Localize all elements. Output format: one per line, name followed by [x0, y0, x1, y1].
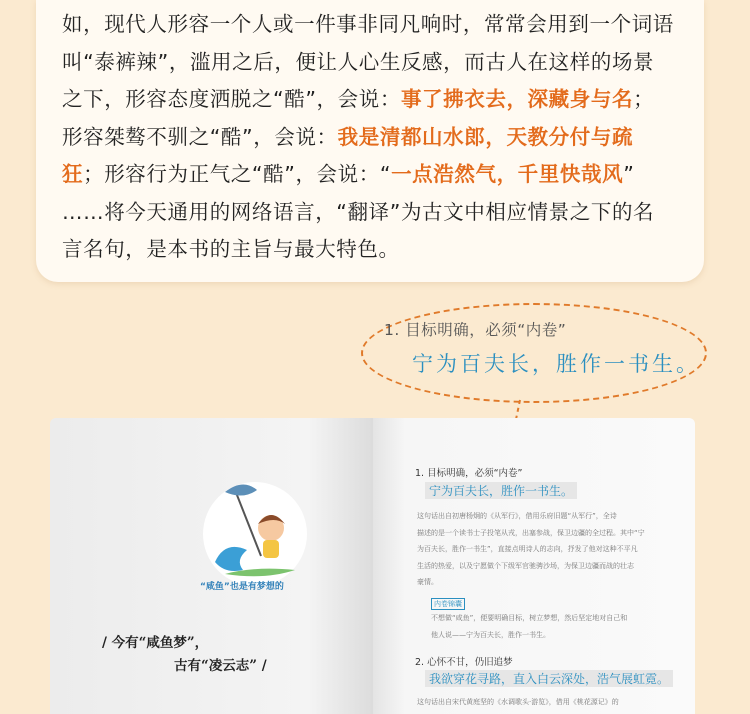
book-right-page [373, 418, 695, 714]
paragraph-3: 这句话出自宋代黄庭坚的《水调歌头·游览》，借用《桃花源记》的 [417, 698, 619, 706]
section-heading-2: 2. 心怀不甘，仍旧追梦 [415, 657, 513, 668]
chapter-title-line-1: / 今有“咸鱼梦”， [102, 635, 209, 651]
book-spread [50, 418, 695, 714]
section-heading-1: 1. 目标明确，必须“内卷” [415, 468, 523, 479]
intro-line-3: 之下，形容态度洒脱之“酷”，会说：事了拂衣去，深藏身与名； [62, 87, 655, 111]
chapter-title-line-2: 古有“凌云志” / [174, 658, 267, 674]
intro-line-1: 如，现代人形容一个人或一件事非同凡响时，常常会用到一个词语 [62, 12, 674, 36]
quote-highlight: 一点浩然气，千里快哉风 [391, 162, 624, 186]
paragraph-1: 这句话出自初唐杨炯的《从军行》，借用乐府旧题“从军行”，全诗 描述的是一个读书士子投笔从戎，出塞参战，保卫边疆的全过程。其中“宁 为百夫长，胜作一书生”，直接点明诗人的志向，抒发了他对这种不平凡 生活的热爱，以及宁愿做个下级军官驰骋沙场，为保卫边疆而战的壮志 豪情。 [417, 512, 645, 586]
book-left-page [50, 418, 373, 714]
illustration-caption: “咸鱼”也是有梦想的 [200, 582, 284, 592]
callout-quote: 宁为百夫长，胜作一书生。 [412, 352, 700, 376]
fish-kid-illustration-icon [195, 470, 315, 590]
intro-line-4: 形容桀骜不驯之“酷”，会说：我是清都山水郎，天教分付与疏 [62, 124, 634, 149]
paragraph-2: 不想做“咸鱼”，便要明确目标，树立梦想，然后坚定地对自己和 他人说——宁为百夫长，胜作一书生。 [431, 614, 628, 639]
quote-highlight: 事了拂衣去，深藏身与名 [400, 87, 634, 111]
section-quote-1: 宁为百夫长，胜作一书生。 [425, 482, 577, 499]
intro-line-2: 叫“泰裤辣”，滥用之后，便让人心生反感，而古人在这样的场景 [62, 49, 655, 74]
quote-highlight: 我是清都山水郎，天教分付与疏 [337, 124, 634, 149]
tip-tag: 内卷锦囊 [431, 598, 465, 610]
intro-line-7: 言名句，是本书的主旨与最大特色。 [62, 237, 400, 261]
intro-line-6: ……将今天通用的网络语言，“翻译”为古文中相应情景之下的名 [62, 199, 655, 224]
section-quote-2: 我欲穿花寻路，直入白云深处，浩气展虹霓。 [425, 670, 673, 687]
callout-heading: 1. 目标明确，必须“内卷” [384, 321, 567, 339]
intro-line-5: 狂；形容行为正气之“酷”，会说：“一点浩然气，千里快哉风” [62, 162, 635, 186]
